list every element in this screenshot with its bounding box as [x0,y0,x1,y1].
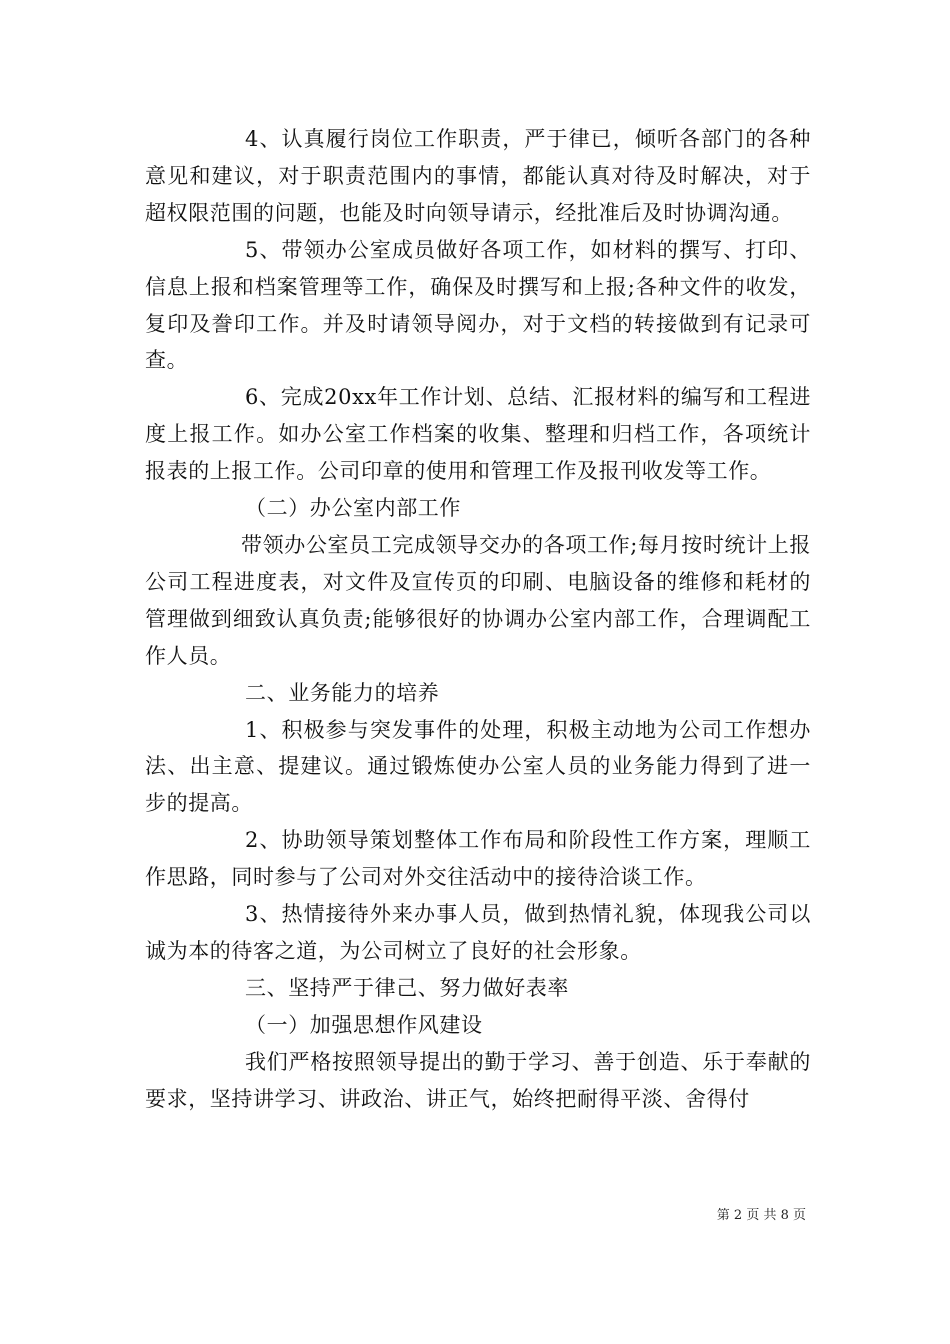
paragraph-ideology: 我们严格按照领导提出的勤于学习、善于创造、乐于奉献的要求，坚持讲学习、讲政治、讲正气，始终把耐得平淡、舍得付 [145,1049,811,1111]
paragraph-item-5: 5、带领办公室成员做好各项工作，如材料的撰写、打印、信息上报和档案管理等工作，确保及时撰写和上报;各种文件的收发，复印及誊印工作。并及时请领导阅办，对于文档的转接做到有记录可查。 [145,237,811,373]
paragraph-item-4: 4、认真履行岗位工作职责，严于律已，倾听各部门的各种意见和建议，对于职责范围内的事情，都能认真对待及时解决，对于超权限范围的问题，也能及时向领导请示，经批准后及时协调沟通。 [145,127,811,225]
paragraph-ability-3: 3、热情接待外来办事人员，做到热情礼貌，体现我公司以诚为本的待客之道，为公司树立了良好的社会形象。 [145,902,811,963]
section-heading-ideology: （一）加强思想作风建设 [245,1012,483,1037]
section-heading-business-ability: 二、业务能力的培养 [245,680,440,705]
paragraph-ability-2: 2、协助领导策划整体工作布局和阶段性工作方案，理顺工作思路，同时参与了公司对外交往活动中的接待洽谈工作。 [145,828,811,890]
paragraph-item-6: 6、完成20xx年工作计划、总结、汇报材料的编写和工程进度上报工作。如办公室工作档案的收集、整理和归档工作，各项统计报表的上报工作。公司印章的使用和管理工作及报刊收发等工作。 [145,385,811,484]
document-body [145,121,811,1117]
section-heading-office-internal: （二）办公室内部工作 [245,496,461,521]
page-number-footer: 第 2 页 共 8 页 [716,1208,806,1223]
paragraph-office-internal: 带领办公室员工完成领导交办的各项工作;每月按时统计上报公司工程进度表，对文件及宣传页的印刷、电脑设备的维修和耗材的管理做到细致认真负责;能够很好的协调办公室内部工作，合理调配工作人员。 [145,532,811,668]
section-heading-self-discipline: 三、坚持严于律己、努力做好表率 [245,975,569,1000]
paragraph-ability-1: 1、积极参与突发事件的处理，积极主动地为公司工作想办法、出主意、提建议。通过锻炼使办公室人员的业务能力得到了进一步的提高。 [145,717,811,816]
